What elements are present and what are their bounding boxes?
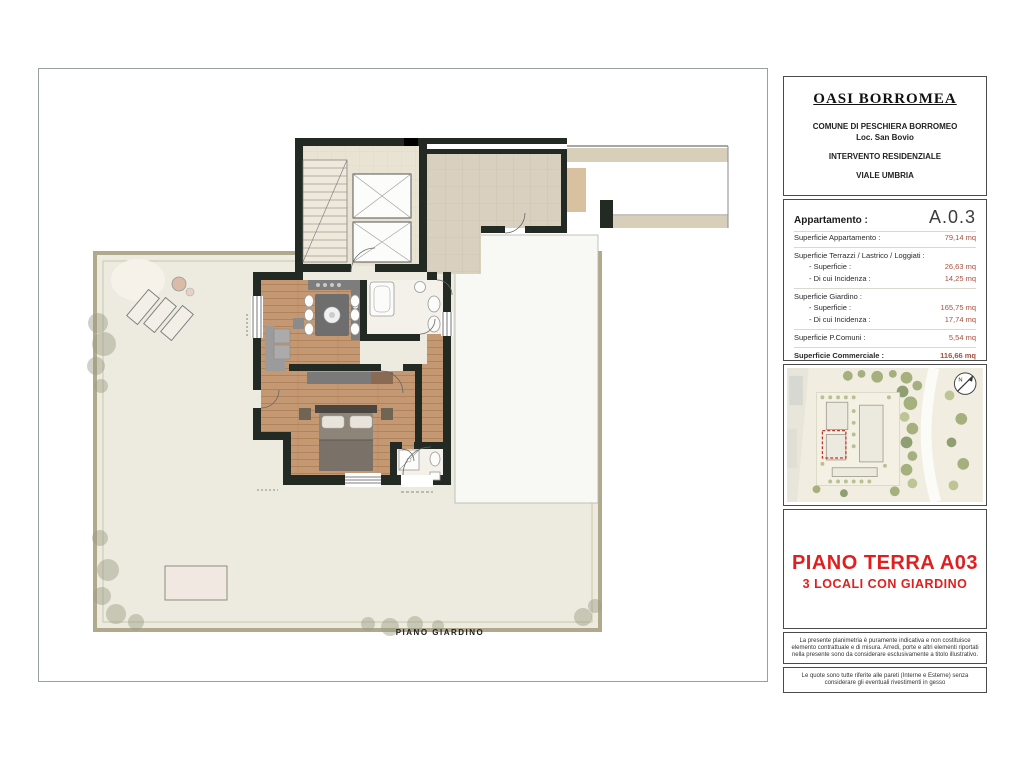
apartment-data-table: [783, 199, 987, 361]
double-bed: [315, 405, 377, 471]
north-compass-icon: [954, 373, 976, 395]
row-value: 26,63 mq: [944, 262, 976, 271]
row-label: Superficie Terrazzi / Lastrico / Loggiati :: [794, 250, 925, 260]
row-value: 17,74 mq: [944, 314, 976, 324]
toilet: [430, 452, 440, 466]
disclaimer-2: Le quote sono tutte riferite alle pareti (Interne e Esterne) senza considerare gli eventuali rivestimenti in gesso: [783, 667, 987, 693]
row-label: Superficie Appartamento :: [794, 232, 881, 242]
plan-caption: PIANO GIARDINO: [395, 628, 485, 637]
table-row: [794, 273, 976, 285]
nightstand: [381, 408, 393, 420]
svg-text:N: N: [958, 377, 963, 384]
stairwell: [303, 160, 411, 262]
intervention-type: INTERVENTO RESIDENZIALE: [828, 152, 942, 161]
project-title: OASI BORROMEA: [813, 91, 957, 107]
corridor-floor: [427, 152, 563, 228]
table-row: [794, 232, 976, 244]
site-map: [787, 368, 983, 502]
row-value: 165,75 mq: [940, 303, 976, 312]
toilet: [428, 296, 440, 312]
row-value: 116,66 mq: [940, 350, 976, 360]
apartment-id: A.0.3: [928, 207, 976, 227]
municipality: COMUNE DI PESCHIERA BORROMEO: [812, 122, 958, 131]
garden-table: [172, 277, 186, 291]
row-label: - Di cui Incidenza :: [809, 314, 871, 324]
row-label: Superficie Giardino :: [794, 291, 862, 301]
table-row: [794, 288, 976, 303]
table-row: [794, 329, 976, 344]
row-label: - Superficie :: [809, 262, 852, 271]
row-value: 14,25 mq: [944, 273, 976, 283]
table-row: [794, 347, 976, 362]
table-row: [794, 314, 976, 326]
table-row: [794, 247, 976, 262]
row-label: - Di cui Incidenza :: [809, 273, 871, 283]
plan-subtitle: 3 LOCALI CON GIARDINO: [802, 577, 968, 591]
row-value: 5,54 mq: [948, 332, 976, 342]
row-label: Superficie Commerciale :: [794, 350, 885, 360]
street: VIALE UMBRIA: [856, 171, 914, 180]
sideboard: [307, 372, 371, 384]
plan-title: PIANO TERRA A03: [791, 552, 979, 574]
row-value: 79,14 mq: [944, 232, 976, 242]
apartment-label: Appartamento :: [794, 215, 868, 226]
row-label: - Superficie :: [809, 303, 852, 312]
plan-title-box: [783, 509, 987, 629]
pouf: [293, 318, 304, 329]
surface-rows: [794, 232, 976, 362]
disclaimer-1: La presente planimetria è puramente indicativa e non costituisce elemento contrattuale e di misura. Arredi, porte e altri elementi riportati nella presente sono da considerare esclusivamente a titolo illustrativo.: [783, 632, 987, 664]
entry-hall-floor: [427, 228, 481, 274]
site-map-box: [783, 364, 987, 506]
floor-plan-drawing: [38, 68, 768, 682]
apartment-id-row: [794, 207, 976, 232]
row-label: Superficie P.Comuni :: [794, 332, 866, 342]
locality: Loc. San Bovio: [856, 133, 914, 142]
table-row: [794, 262, 976, 274]
nightstand: [299, 408, 311, 420]
project-header-box: [783, 76, 987, 196]
garden-paved-feature: [165, 566, 227, 600]
table-row: [794, 303, 976, 315]
sink: [415, 282, 426, 293]
terrace-area: [455, 235, 598, 503]
exterior-walkway: [558, 146, 728, 228]
